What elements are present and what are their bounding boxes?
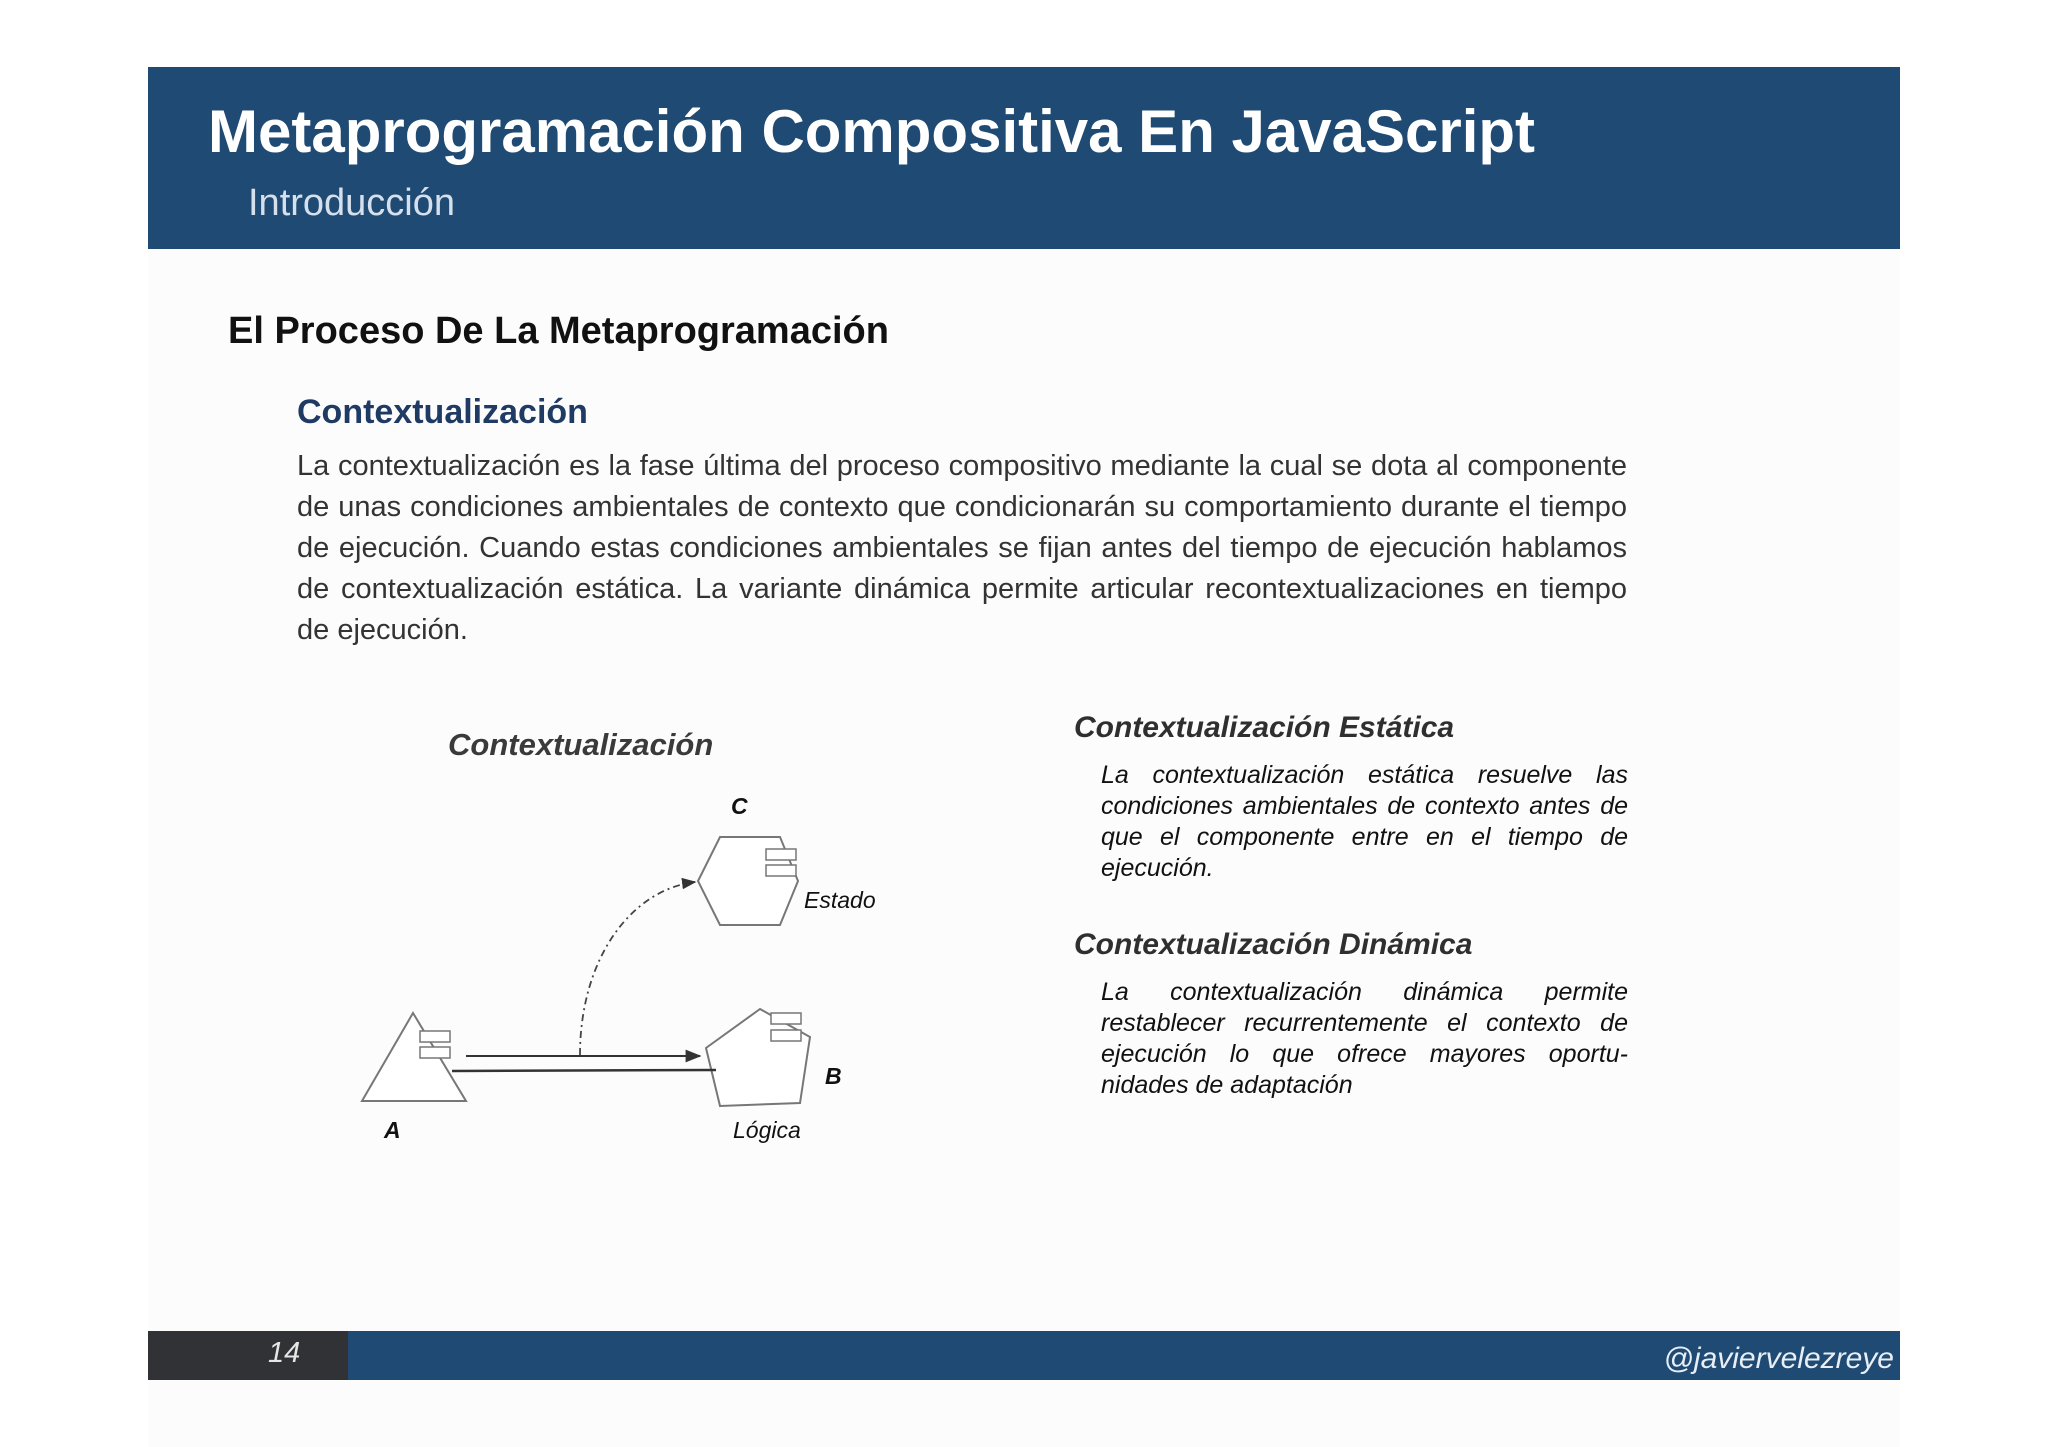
subsection-title: Contextualización bbox=[297, 393, 588, 431]
dynamic-title: Contextualización Dinámica bbox=[1074, 928, 1473, 961]
contextualization-diagram bbox=[340, 700, 900, 1160]
section-title: El Proceso De La Metaprogramación bbox=[228, 310, 889, 352]
footer-bar bbox=[148, 1331, 1900, 1380]
label-logica: Lógica bbox=[733, 1117, 801, 1143]
dynamic-text: La contextualización dinámica permite restablecer recurrentemente el contexto de ejecución lo que ofrece mayores oportu-nidades de adaptación bbox=[1101, 978, 1628, 1099]
intro-paragraph: La contextualización es la fase última del proceso compositivo mediante la cual se dota al componente de unas condiciones ambientales de contexto que condicionarán su comportamiento durante el tiempo de ejecución. Cuando estas condiciones ambientales se fijan antes del tiempo de ejecución hablamos de contextualización estática. La variante dinámica permite articular recontextualizaciones en tiempo de ejecución. bbox=[297, 450, 1627, 646]
author-handle: @javiervelezreye bbox=[1663, 1342, 1894, 1375]
component-b-shape bbox=[706, 1009, 810, 1106]
component-c-shape bbox=[698, 837, 798, 925]
component-a-shape bbox=[362, 1013, 466, 1101]
static-title: Contextualización Estática bbox=[1074, 711, 1455, 744]
slide-title: Metaprogramación Compositiva En JavaScript bbox=[208, 98, 1536, 165]
page-number: 14 bbox=[268, 1337, 301, 1369]
label-a: A bbox=[384, 1117, 401, 1143]
label-estado: Estado bbox=[804, 887, 876, 913]
static-text: La contextualización estática resuelve las condiciones ambientales de contexto antes de que el componente entre en el tiempo de ejecución. bbox=[1101, 761, 1628, 882]
page-number-box bbox=[148, 1331, 348, 1380]
diagram-title: Contextualización bbox=[448, 727, 714, 762]
label-b: B bbox=[825, 1063, 842, 1089]
label-c: C bbox=[731, 793, 748, 819]
dashed-arrow-to-c bbox=[580, 882, 695, 1055]
slide-subtitle: Introducción bbox=[248, 182, 456, 224]
connector-a-b bbox=[452, 1070, 716, 1071]
